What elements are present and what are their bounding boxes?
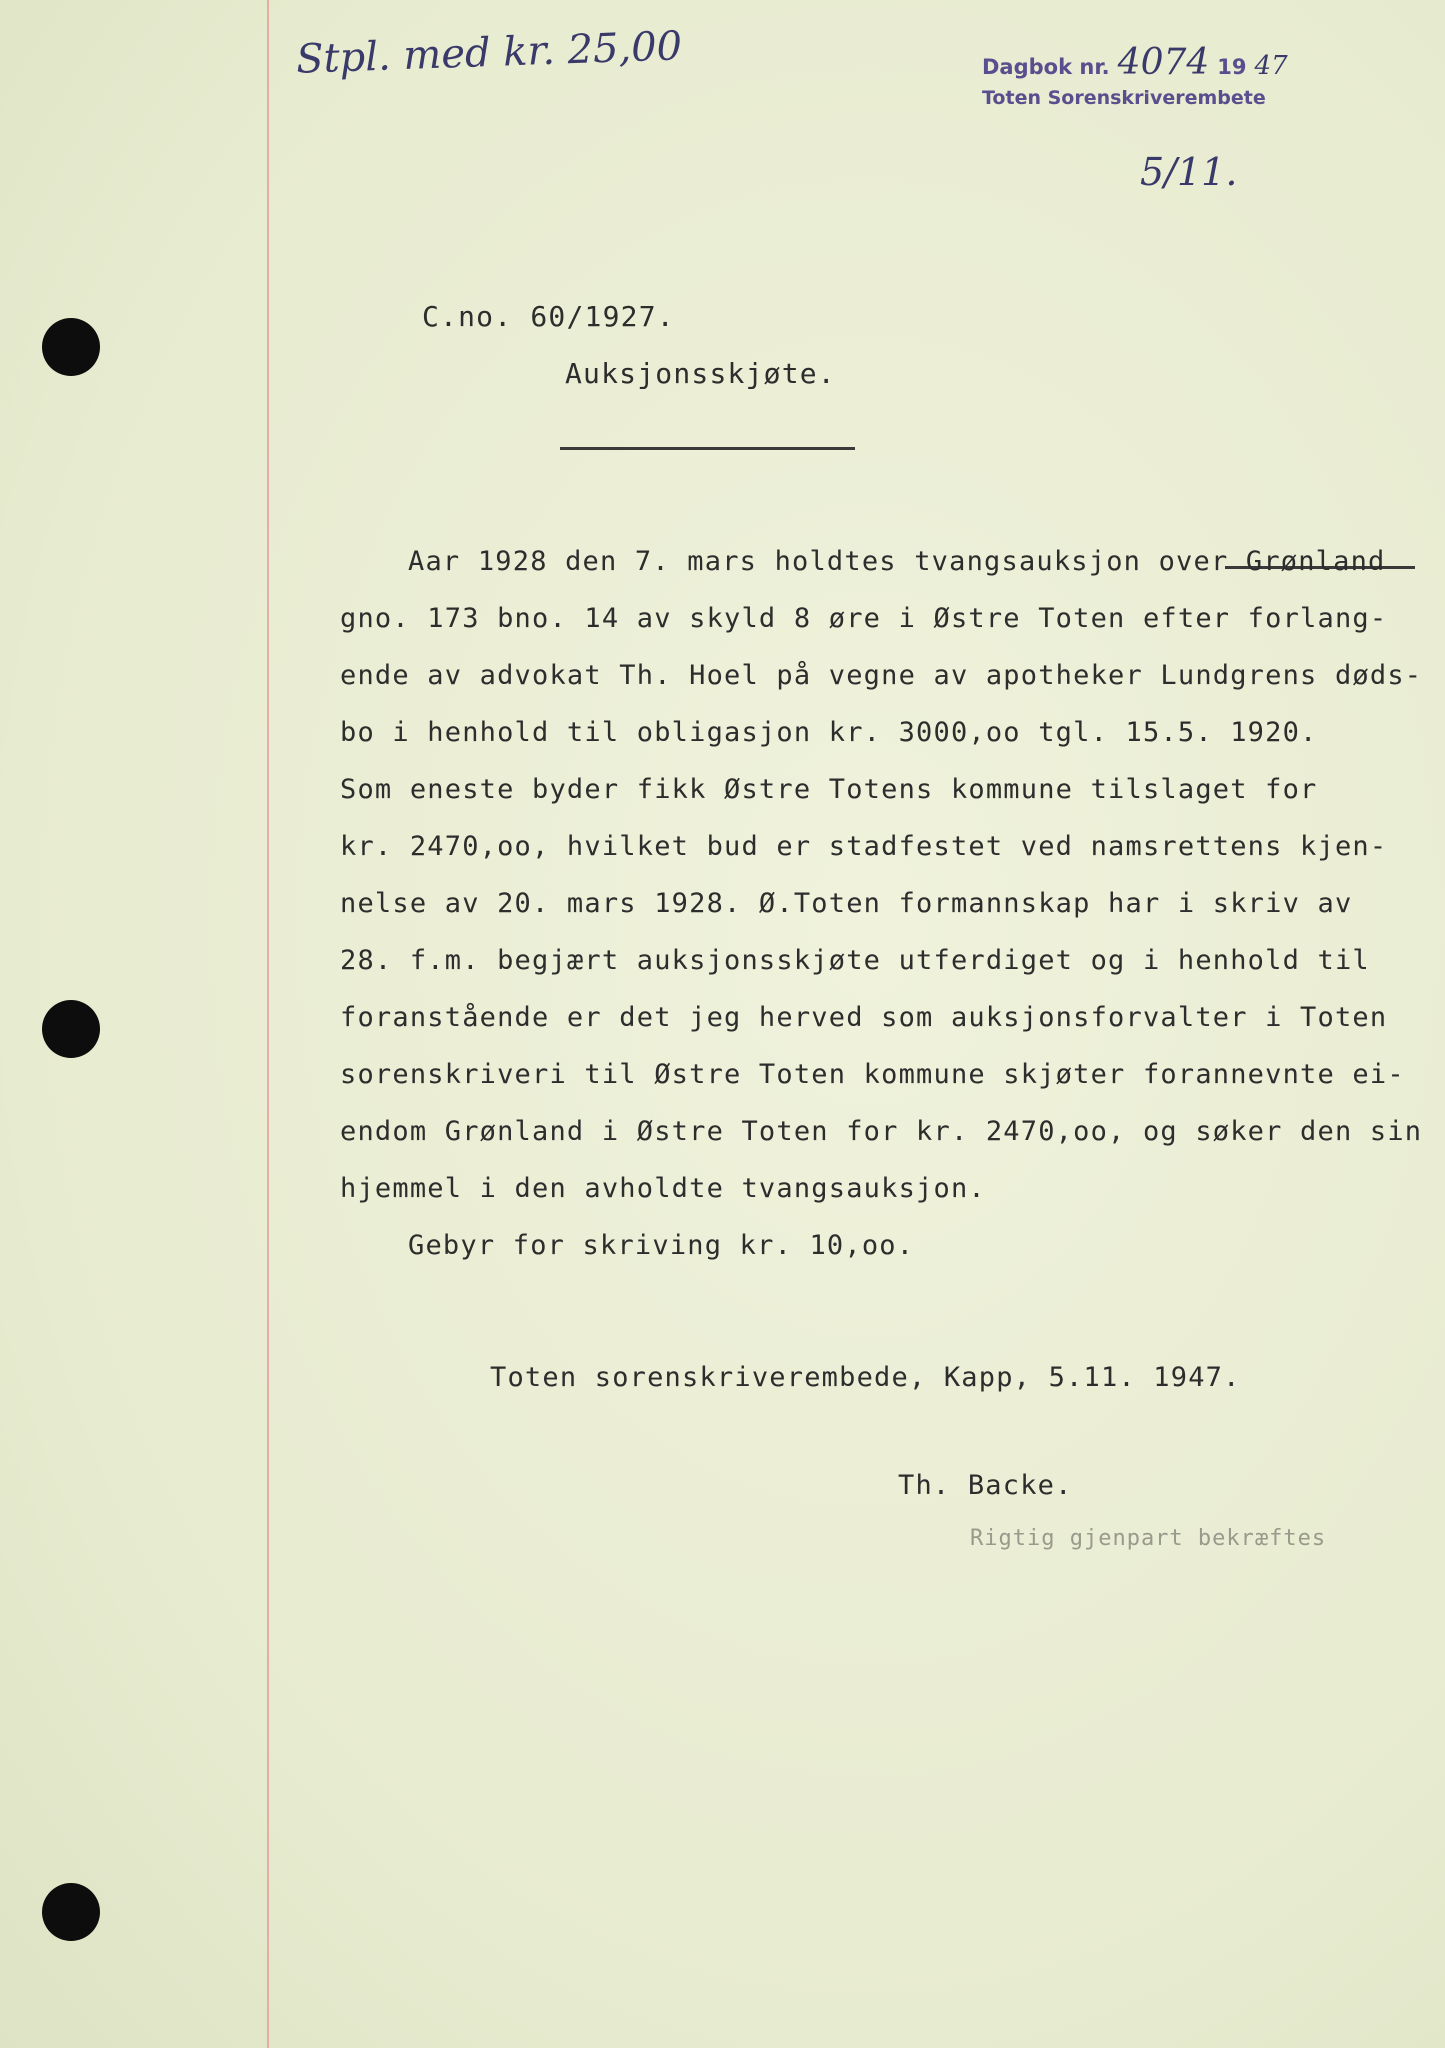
- body-line: 28. f.m. begjært auksjonsskjøte utferdiget og i henhold til: [340, 945, 1370, 976]
- year-handwritten: 47: [1254, 51, 1288, 81]
- dagbok-number: 4074: [1117, 42, 1210, 83]
- place-date: Toten sorenskriverembede, Kapp, 5.11. 1947.: [490, 1362, 1241, 1393]
- body-line: bo i henhold til obligasjon kr. 3000,oo tgl. 15.5. 1920.: [340, 717, 1318, 748]
- registry-stamp: [982, 42, 1288, 109]
- body-text: [340, 533, 1423, 1274]
- body-line: sorenskriveri til Østre Toten kommune skjøter forannevnte ei-: [340, 1059, 1405, 1090]
- signature: Th. Backe.: [898, 1470, 1073, 1501]
- body-line: ende av advokat Th. Hoel på vegne av apotheker Lundgrens døds-: [340, 660, 1423, 691]
- body-line: nelse av 20. mars 1928. Ø.Toten formannskap har i skriv av: [340, 888, 1353, 919]
- stamp-duty-note: Stpl. med kr. 25,00: [295, 23, 683, 83]
- body-line: gno. 173 bno. 14 av skyld 8 øre i Østre Toten efter forlang-: [340, 603, 1388, 634]
- punch-hole: [42, 318, 100, 376]
- office-name: Toten Sorenskriverembete: [982, 87, 1266, 109]
- fee-line: Gebyr for skriving kr. 10,oo.: [408, 1230, 915, 1261]
- body-line: Som eneste byder fikk Østre Totens kommune tilslaget for: [340, 774, 1318, 805]
- body-line: kr. 2470,oo, hvilket bud er stadfestet ved namsrettens kjen-: [340, 831, 1388, 862]
- body-line: endom Grønland i Østre Toten for kr. 2470,oo, og søker den sin: [340, 1116, 1423, 1147]
- body-line: Aar 1928 den 7. mars holdtes tvangsauksjon over Grønland: [408, 546, 1386, 577]
- punch-hole: [42, 1000, 100, 1058]
- year-printed: 19: [1217, 55, 1247, 79]
- case-number: C.no. 60/1927.: [422, 300, 675, 333]
- body-line: hjemmel i den avholdte tvangsauksjon.: [340, 1173, 986, 1204]
- punch-hole: [42, 1883, 100, 1941]
- title-underline: [560, 447, 855, 450]
- body-line: foranstående er det jeg herved som auksjonsforvalter i Toten: [340, 1002, 1388, 1033]
- document-title: Auksjonsskjøte.: [565, 357, 836, 390]
- margin-rule: [267, 0, 269, 2048]
- stamp-date: 5/11.: [1140, 150, 1238, 194]
- dagbok-label: Dagbok nr.: [982, 55, 1110, 79]
- certification-stamp: Rigtig gjenpart bekræftes: [970, 1526, 1327, 1551]
